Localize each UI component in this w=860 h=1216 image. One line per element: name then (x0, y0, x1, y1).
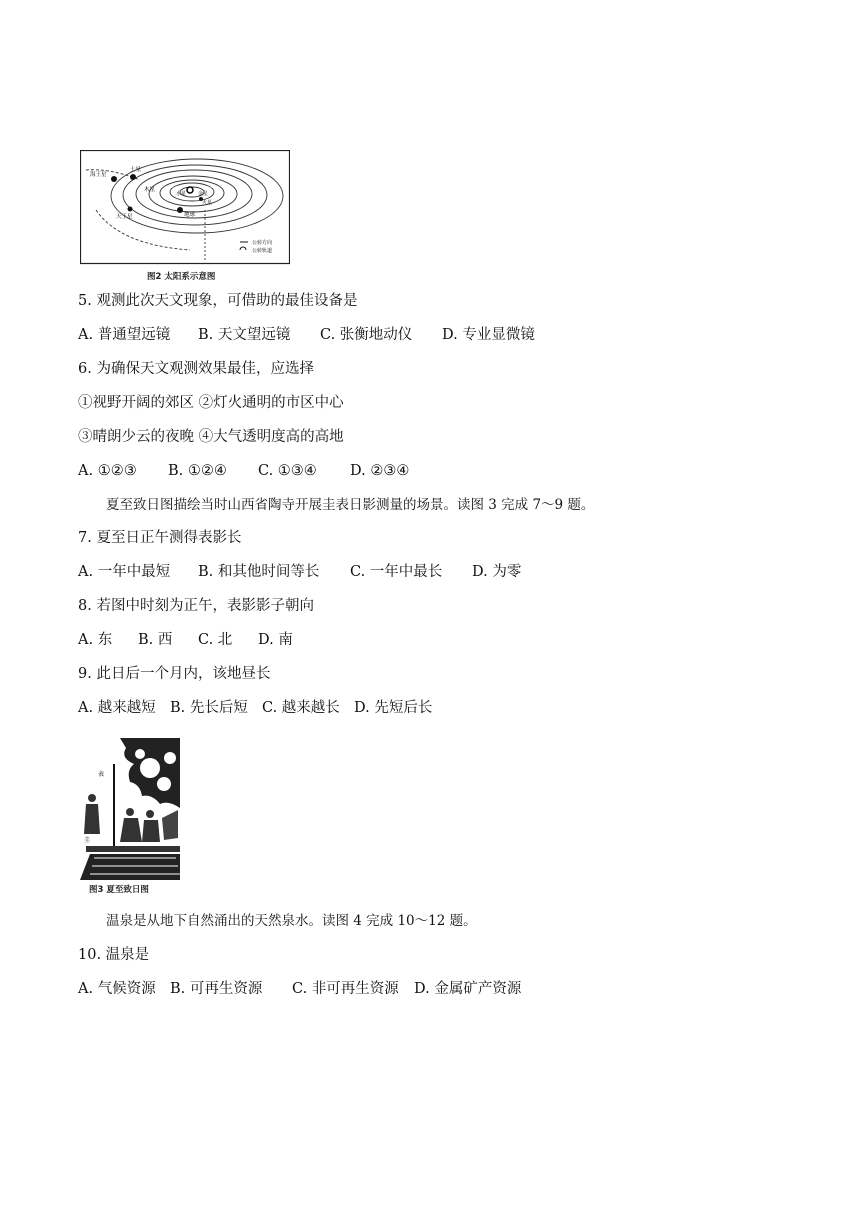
question-9: 9. 此日后一个月内，该地昼长 (78, 666, 271, 682)
planet-label: 水星 (176, 191, 187, 197)
option-d: D. 专业显微镜 (442, 327, 535, 343)
planet-label: 天王星 (116, 214, 133, 220)
option-b: B. 先长后短 (170, 700, 248, 716)
option-d: D. 南 (258, 632, 293, 648)
question-9-options (78, 698, 432, 718)
option-c: C. 张衡地动仪 (320, 327, 413, 343)
scale-label: 圭 (84, 837, 91, 844)
option-d: D. 为零 (472, 564, 522, 580)
question-6-items-1: ①视野开阔的郊区 ②灯火通明的市区中心 (78, 395, 344, 411)
figure-3-solstice-image (80, 738, 180, 880)
option-a: A. 越来越短 (78, 700, 156, 716)
legend-orbit-direction: 公转方向 (252, 240, 273, 246)
planet-label: 海王星 (90, 172, 107, 178)
question-8-options (78, 630, 293, 650)
figure-2-caption: 图2 太阳系示意图 (147, 272, 216, 282)
planet-label: 土星 (130, 167, 142, 173)
option-a: A. 气候资源 (78, 981, 156, 997)
option-a: A. 普通望远镜 (78, 327, 171, 343)
passage-intro-7-9: 夏至致日图描绘当时山西省陶寺开展圭表日影测量的场景。读图 3 完成 7～9 题。 (106, 497, 595, 513)
question-5: 5. 观测此次天文现象，可借助的最佳设备是 (78, 293, 358, 309)
question-6-items-2: ③晴朗少云的夜晚 ④大气透明度高的高地 (78, 429, 344, 445)
planet-label: 地球 (184, 212, 196, 218)
option-c: C. ①③④ (258, 463, 317, 479)
solstice-woodcut-illustration (80, 738, 180, 880)
planet-label: 木星 (144, 187, 156, 193)
option-d: D. 先短后长 (354, 700, 433, 716)
question-6: 6. 为确保天文观测效果最佳，应选择 (78, 361, 314, 377)
question-10-options (78, 979, 521, 999)
option-b: B. 和其他时间等长 (198, 564, 320, 580)
option-b: B. 天文望远镜 (198, 327, 291, 343)
option-a: A. 东 (78, 632, 113, 648)
question-10: 10. 温泉是 (78, 947, 150, 963)
question-6-options (78, 461, 409, 481)
solar-system-diagram (80, 150, 290, 265)
option-c: C. 越来越长 (262, 700, 340, 716)
planet-label: 火星 (202, 200, 213, 206)
option-b: B. 可再生资源 (170, 981, 263, 997)
option-a: A. ①②③ (78, 463, 137, 479)
planet-label: 金星 (198, 191, 209, 197)
option-d: D. ②③④ (350, 463, 410, 479)
gnomon-label: 表 (98, 771, 105, 778)
option-b: B. ①②④ (168, 463, 227, 479)
option-c: C. 非可再生资源 (292, 981, 399, 997)
option-a: A. 一年中最短 (78, 564, 171, 580)
figure-2-solar-system (80, 150, 290, 265)
option-b: B. 西 (138, 632, 173, 648)
question-8: 8. 若图中时刻为正午，表影影子朝向 (78, 598, 314, 614)
question-7: 7. 夏至日正午测得表影长 (78, 530, 242, 546)
option-c: C. 北 (198, 632, 233, 648)
question-5-options (78, 325, 535, 345)
passage-intro-10-12: 温泉是从地下自然涌出的天然泉水。读图 4 完成 10～12 题。 (106, 913, 477, 929)
question-7-options (78, 562, 521, 582)
option-c: C. 一年中最长 (350, 564, 443, 580)
option-d: D. 金属矿产资源 (414, 981, 522, 997)
figure-3-caption: 图3 夏至致日图 (89, 885, 149, 895)
legend-orbit-path: 公转轨道 (252, 248, 273, 254)
